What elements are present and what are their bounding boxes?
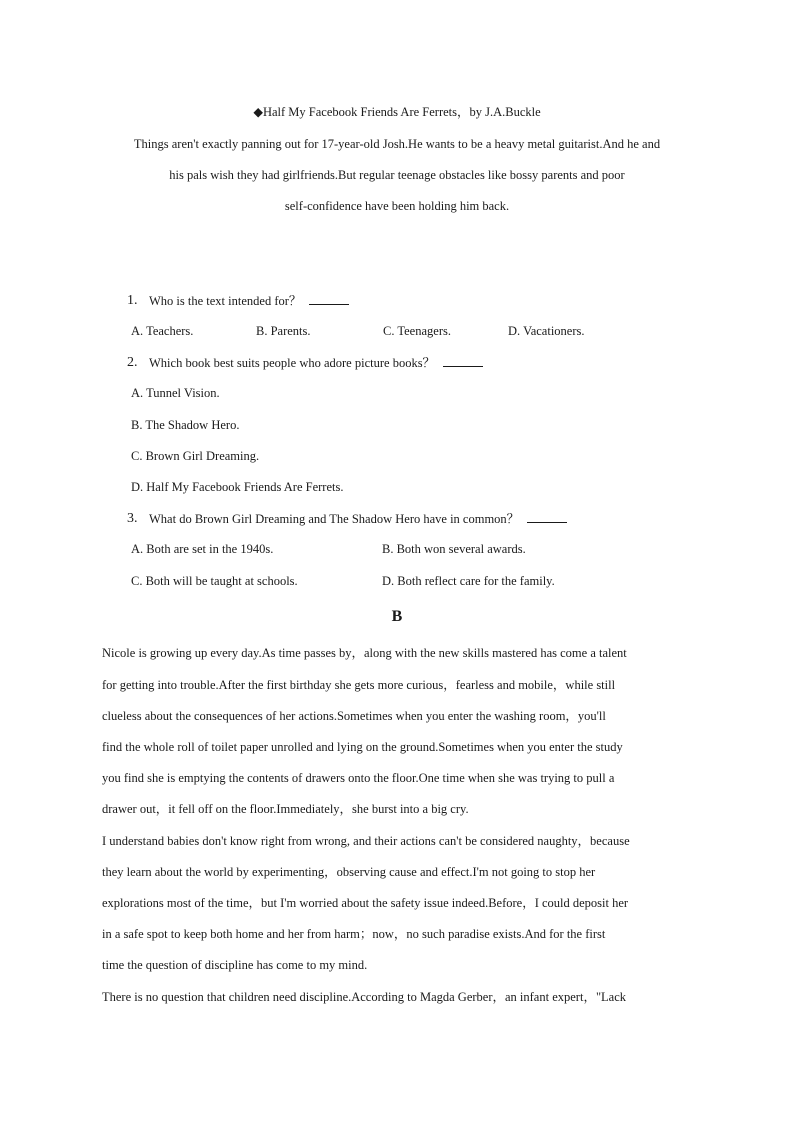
book-description-line-3: self-confidence have been holding him back. bbox=[284, 199, 510, 213]
option-text: Vacationers. bbox=[523, 324, 585, 338]
question-3-option-c bbox=[131, 573, 298, 589]
passage-line-9: explorations most of the time，but I'm worried about the safety issue indeed.Before，I could deposit her bbox=[102, 896, 629, 910]
option-text: The Shadow Hero. bbox=[145, 418, 240, 432]
option-text: Both will be taught at schools. bbox=[145, 574, 298, 588]
book-title: ◆Half My Facebook Friends Are Ferrets，by J.A.Buckle bbox=[253, 105, 541, 119]
passage-line-2: for getting into trouble.After the first birthday she gets more curious，fearless and mobile，while still bbox=[102, 678, 616, 692]
option-letter: C. bbox=[383, 324, 395, 338]
option-text: Teachers. bbox=[146, 324, 194, 338]
question-1-number: 1. bbox=[127, 293, 138, 308]
question-1-option-d bbox=[508, 323, 585, 339]
question-1-option-b bbox=[256, 323, 311, 339]
option-text: Half My Facebook Friends Are Ferrets. bbox=[146, 480, 344, 494]
option-letter: C. bbox=[131, 449, 143, 463]
passage-line-3: clueless about the consequences of her actions.Sometimes when you enter the washing room，you'll bbox=[102, 709, 606, 723]
question-1-prompt: Who is the text intended for？ bbox=[149, 294, 302, 308]
option-text: Both are set in the 1940s. bbox=[146, 542, 274, 556]
question-3-option-d bbox=[382, 573, 555, 589]
passage-line-7: I understand babies don't know right from wrong, and their actions can't be considered naughty，because bbox=[102, 834, 630, 848]
question-2-prompt: Which book best suits people who adore picture books？ bbox=[149, 356, 436, 370]
question-1-text bbox=[149, 292, 349, 309]
option-letter: C. bbox=[131, 574, 143, 588]
question-3-prompt: What do Brown Girl Dreaming and The Shadow Hero have in common？ bbox=[149, 512, 520, 526]
question-1-option-c bbox=[383, 323, 451, 339]
passage-line-4: find the whole roll of toilet paper unrolled and lying on the ground.Sometimes when you enter the study bbox=[102, 740, 623, 754]
question-2-text bbox=[149, 354, 483, 371]
answer-blank-1[interactable] bbox=[309, 292, 349, 305]
book-description-line-1: Things aren't exactly panning out for 17-year-old Josh.He wants to be a heavy metal guitarist.And he and bbox=[133, 137, 661, 151]
option-text: Teenagers. bbox=[397, 324, 451, 338]
option-text: Parents. bbox=[270, 324, 311, 338]
option-letter: B. bbox=[256, 324, 268, 338]
answer-blank-3[interactable] bbox=[527, 510, 567, 523]
passage-line-10: in a safe spot to keep both home and her from harm；now，no such paradise exists.And for the first bbox=[102, 927, 606, 941]
passage-line-8: they learn about the world by experimenting，observing cause and effect.I'm not going to stop her bbox=[102, 865, 596, 879]
option-letter: A. bbox=[131, 324, 144, 338]
option-text: Tunnel Vision. bbox=[146, 386, 220, 400]
question-3-option-b bbox=[382, 541, 526, 557]
option-text: Both won several awards. bbox=[396, 542, 526, 556]
question-1-option-a bbox=[131, 323, 193, 339]
question-3-number: 3. bbox=[127, 511, 138, 526]
option-text: Brown Girl Dreaming. bbox=[145, 449, 260, 463]
option-letter: D. bbox=[508, 324, 521, 338]
option-letter: A. bbox=[131, 386, 144, 400]
book-description-line-2: his pals wish they had girlfriends.But regular teenage obstacles like bossy parents and poor bbox=[169, 168, 625, 182]
passage-line-5: you find she is emptying the contents of drawers onto the floor.One time when she was trying to pull a bbox=[102, 771, 615, 785]
question-2-number: 2. bbox=[127, 355, 138, 370]
option-letter: B. bbox=[131, 418, 143, 432]
section-b-heading: B bbox=[391, 608, 403, 625]
question-2-option-b bbox=[131, 417, 239, 433]
passage-line-11: time the question of discipline has come to my mind. bbox=[102, 958, 368, 972]
question-3-text bbox=[149, 510, 567, 527]
question-2-option-c bbox=[131, 448, 259, 464]
passage-line-1: Nicole is growing up every day.As time passes by，along with the new skills mastered has come a talent bbox=[102, 646, 627, 660]
passage-line-12: There is no question that children need discipline.According to Magda Gerber，an infant expert，"Lack bbox=[102, 990, 627, 1004]
passage-line-6: drawer out，it fell off on the floor.Immediately，she burst into a big cry. bbox=[102, 802, 469, 816]
option-letter: A. bbox=[131, 542, 144, 556]
option-text: Both reflect care for the family. bbox=[397, 574, 555, 588]
question-3-option-a bbox=[131, 541, 273, 557]
option-letter: D. bbox=[382, 574, 395, 588]
option-letter: B. bbox=[382, 542, 394, 556]
question-2-option-a bbox=[131, 385, 220, 401]
option-letter: D. bbox=[131, 480, 144, 494]
answer-blank-2[interactable] bbox=[443, 354, 483, 367]
question-2-option-d bbox=[131, 479, 343, 495]
